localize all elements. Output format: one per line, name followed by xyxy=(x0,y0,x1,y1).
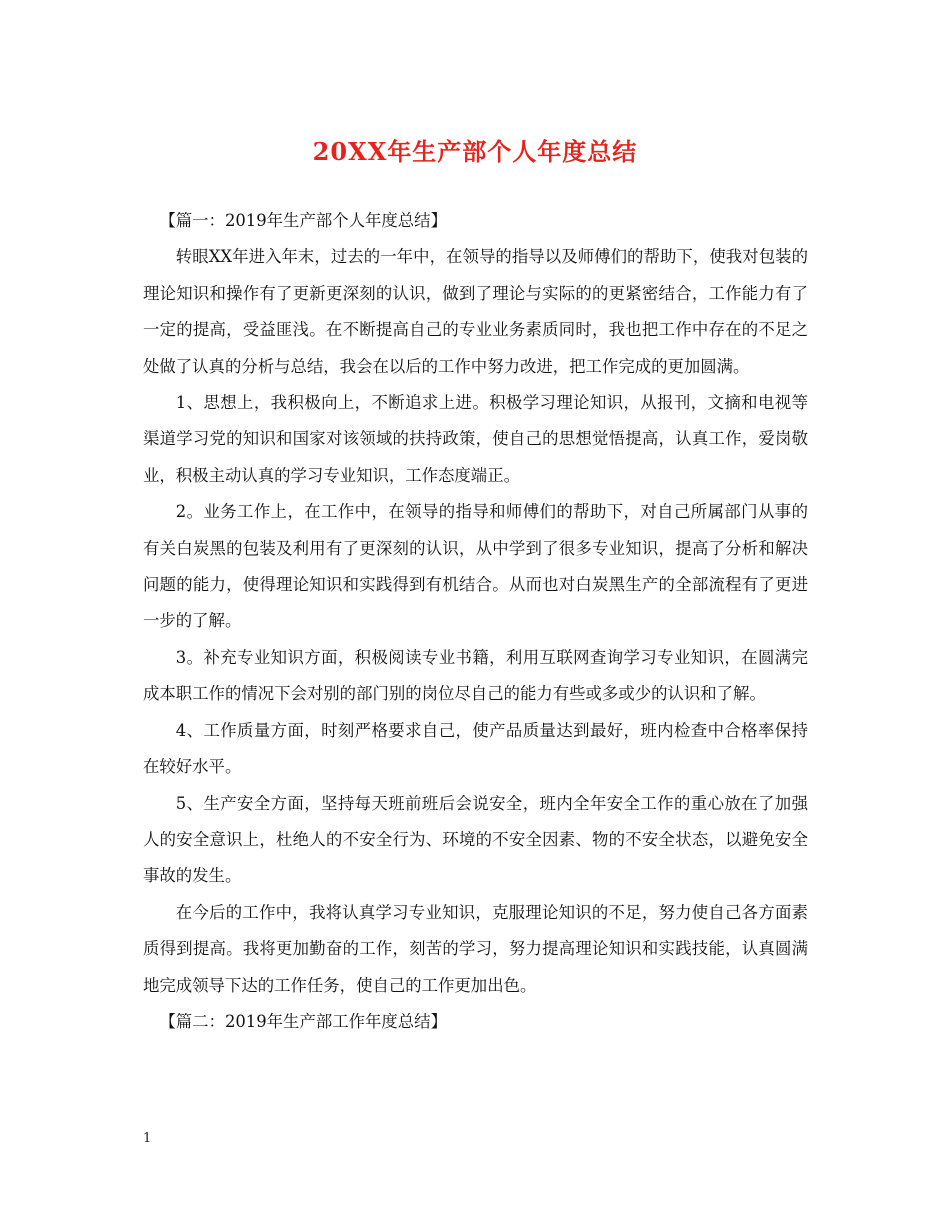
paragraph-safety: 5、生产安全方面，坚持每天班前班后会说安全，班内全年安全工作的重心放在了加强人的安全意识上，杜绝人的不安全行为、环境的不安全因素、物的不安全状态，以避免安全事故的发生。 xyxy=(143,793,808,886)
paragraph-quality: 4、工作质量方面，时刻严格要求自己，使产品质量达到最好，班内检查中合格率保持在较好水平。 xyxy=(143,720,808,777)
paragraph-business: 2。业务工作上，在工作中，在领导的指导和师傅们的帮助下，对自己所属部门从事的有关白炭黑的包装及利用有了更深刻的认识，从中学到了很多专业知识，提高了分析和解决问题的能力，使得理论知识和实践得到有机结合。从而也对白炭黑生产的全部流程有了更进一步的了解。 xyxy=(143,502,808,631)
page-number: 1 xyxy=(143,1131,152,1146)
paragraph-future: 在今后的工作中，我将认真学习专业知识，克服理论知识的不足，努力使自己各方面素质得到提高。我将更加勤奋的工作，刻苦的学习，努力提高理论知识和实践技能，认真圆满地完成领导下达的工作任务，使自己的工作更加出色。 xyxy=(143,902,808,995)
paragraph-knowledge: 3。补充专业知识方面，积极阅读专业书籍，利用互联网查询学习专业知识，在圆满完成本职工作的情况下会对别的部门别的岗位尽自己的能力有些或多或少的认识和了解。 xyxy=(143,647,808,704)
section-heading-2: 【篇二：2019年生产部工作年度总结】 xyxy=(159,1011,447,1031)
document-body xyxy=(143,203,808,1040)
section-heading-1: 【篇一：2019年生产部个人年度总结】 xyxy=(159,211,447,230)
paragraph-intro: 转眼XX年进入年末，过去的一年中，在领导的指导以及师傅们的帮助下，使我对包装的理论知识和操作有了更新更深刻的认识，做到了理论与实际的的更紧密结合，工作能力有了一定的提高，受益匪浅。在不断提高自己的专业业务素质同时，我也把工作中存在的不足之处做了认真的分析与总结，我会在以后的工作中努力改进，把工作完成的更加圆满。 xyxy=(143,247,808,376)
paragraph-thought: 1、思想上，我积极向上，不断追求上进。积极学习理论知识，从报刊，文摘和电视等渠道学习党的知识和国家对该领域的扶持政策，使自己的思想觉悟提高，认真工作，爱岗敬业，积极主动认真的学习专业知识，工作态度端正。 xyxy=(143,393,808,485)
document-title: 20XX年生产部个人年度总结 xyxy=(312,137,638,166)
